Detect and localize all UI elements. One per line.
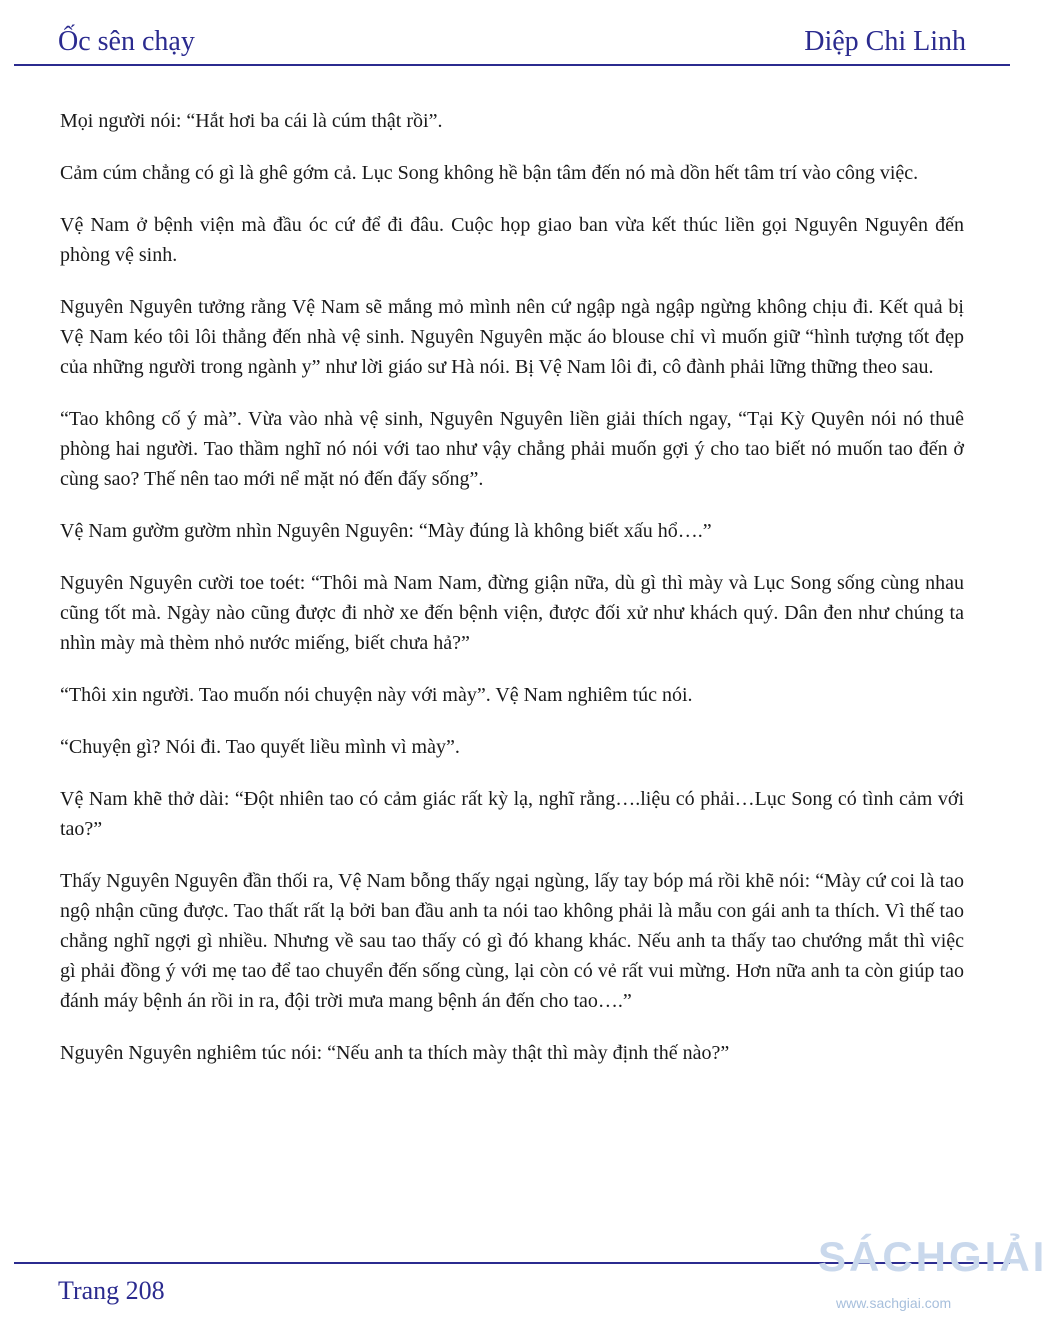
paragraph: “Thôi xin người. Tao muốn nói chuyện này với mày”. Vệ Nam nghiêm túc nói. xyxy=(60,684,693,706)
author-name: Diệp Chi Linh xyxy=(804,26,966,57)
page-body xyxy=(60,106,964,1090)
paragraph: Nguyên Nguyên cười toe toét: “Thôi mà Nam Nam, đừng giận nữa, dù gì thì mày và Lục Song sống cùng nhau cũng tốt mà. Ngày nào cũng được đi nhờ xe đến bệnh viện, được đối xử như khách quý. Dân đen như chúng ta nhìn mày mà thèm nhỏ nước miếng, biết chưa hả?” xyxy=(60,572,964,654)
paragraph: Nguyên Nguyên nghiêm túc nói: “Nếu anh ta thích mày thật thì mày định thế nào?” xyxy=(60,1042,730,1064)
book-title: Ốc sên chạy xyxy=(58,26,195,57)
paragraph: Thấy Nguyên Nguyên đần thối ra, Vệ Nam bỗng thấy ngại ngùng, lấy tay bóp má rồi khẽ nói: “Mày cứ coi là tao ngộ nhận cũng được. Tao thất rất lạ bởi ban đầu anh ta nói tao không phải là mẫu con gái anh ta thích. Vì thế tao chẳng nghĩ ngợi gì nhiều. Nhưng về sau tao thấy có gì đó khang khác. Nếu anh ta thấy tao chướng mắt thì việc gì phải đồng ý với mẹ tao để tao chuyển đến sống cùng, lại còn có vẻ rất vui mừng. Hơn nữa anh ta còn giúp tao đánh máy bệnh án rồi in ra, đội trời mưa mang bệnh án đến cho tao….” xyxy=(60,870,964,1012)
paragraph: Nguyên Nguyên tưởng rằng Vệ Nam sẽ mắng mỏ mình nên cứ ngập ngà ngập ngừng không chịu đi. Kết quả bị Vệ Nam kéo tôi lôi thẳng đến nhà vệ sinh. Nguyên Nguyên mặc áo blouse chỉ vì muốn giữ “hình tượng tốt đẹp của những người trong ngành y” như lời giáo sư Hà nói. Bị Vệ Nam lôi đi, cô đành phải lững thững theo sau. xyxy=(60,296,964,378)
watermark-url: www.sachgiai.com xyxy=(836,1295,952,1311)
watermark-brand: SÁCHGIẢI xyxy=(818,1233,1047,1280)
header-divider xyxy=(14,64,1010,66)
paragraph: Mọi người nói: “Hắt hơi ba cái là cúm thật rồi”. xyxy=(60,110,443,132)
paragraph: Vệ Nam khẽ thở dài: “Đột nhiên tao có cảm giác rất kỳ lạ, nghĩ rằng….liệu có phải…Lục Song có tình cảm với tao?” xyxy=(60,788,964,840)
paragraph: Cảm cúm chẳng có gì là ghê gớm cả. Lục Song không hề bận tâm đến nó mà dồn hết tâm trí vào công việc. xyxy=(60,162,919,184)
paragraph: Vệ Nam gườm gườm nhìn Nguyên Nguyên: “Mày đúng là không biết xấu hổ….” xyxy=(60,520,712,542)
paragraph: “Tao không cố ý mà”. Vừa vào nhà vệ sinh, Nguyên Nguyên liền giải thích ngay, “Tại Kỳ Quyên nói nó thuê phòng hai người. Tao thầm nghĩ nó nói với tao như vậy chẳng phải muốn gợi ý cho tao biết nó muốn tao đến ở cùng sao? Thế nên tao mới nể mặt nó đến đấy sống”. xyxy=(60,408,964,490)
paragraph: “Chuyện gì? Nói đi. Tao quyết liều mình vì mày”. xyxy=(60,736,460,758)
paragraph: Vệ Nam ở bệnh viện mà đầu óc cứ để đi đâu. Cuộc họp giao ban vừa kết thúc liền gọi Nguyên Nguyên đến phòng vệ sinh. xyxy=(60,214,964,266)
page-number: Trang 208 xyxy=(58,1276,165,1305)
watermark-logo xyxy=(818,1232,1047,1322)
page-header xyxy=(58,22,966,62)
